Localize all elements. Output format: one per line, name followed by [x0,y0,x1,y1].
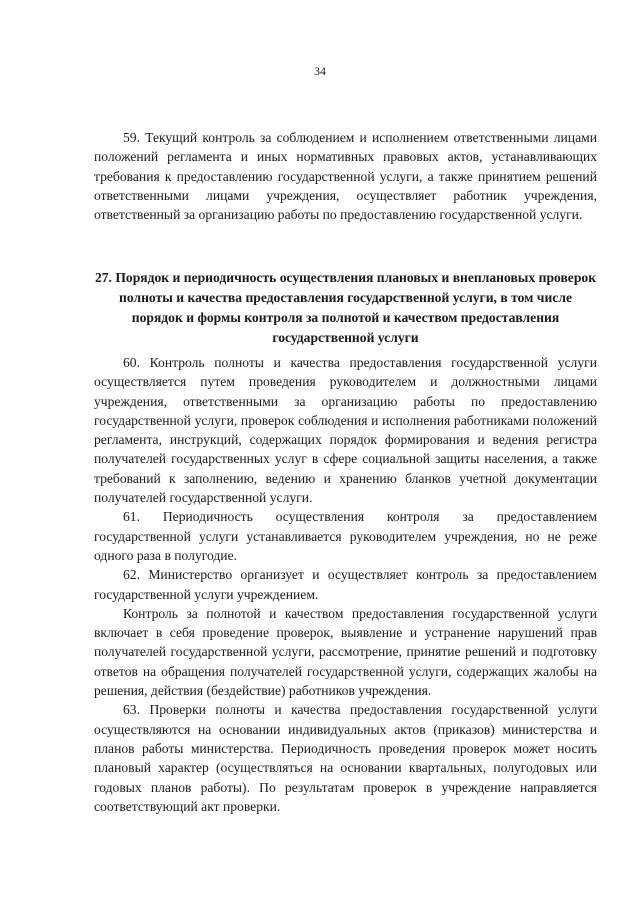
paragraph-63: 63. Проверки полноты и качества предоставления государственной услуги осуществляются на основании индивидуальных актов (приказов) министерства и планов работы министерства. Периодичность проведения проверок может носить плановый характер (осуществляться на основании квартальных, полугодовых или годовых планов работы). По результатам проверок в учреждение направляется соответствующий акт проверки. [94,702,597,814]
page-number: 34 [314,64,326,78]
paragraph-block-top [94,128,597,224]
paragraph-60: 60. Контроль полноты и качества предоставления государственной услуги осуществляется путем проведения руководителем и должностными лицами учреждения, ответственными за организацию работы по предоставлению государственной услуги, проверок соблюдения и исполнения работниками положений регламента, инструкций, содержащих порядок формирования и ведения регистра получателей государственных услуг в сфере социальной защиты населения, а также требований к заполнению, ведению и хранению бланков учетной документации получателей государственной услуги. [94,355,597,506]
paragraph-62: 62. Министерство организует и осуществляет контроль за предоставлением государственной услуги учреждением. [94,567,597,602]
paragraph-59: 59. Текущий контроль за соблюдением и исполнением ответственными лицами положений регламента и иных нормативных правовых актов, устанавливающих требования к предоставлению государственной услуги, а также принятием решений ответственными лицами учреждения, осуществляет работник учреждения, ответственный за организацию работы по предоставлению государственной услуги. [94,130,597,223]
section-heading-27: 27. Порядок и периодичность осуществления плановых и внеплановых проверок полноты и качества предоставления государственной услуги, в том числе порядок и формы контроля за полнотой и качеством предоставления государственной услуги [94,270,597,345]
paragraph-61: 61. Периодичность осуществления контроля за предоставлением государственной услуги устанавливается руководителем учреждения, но не реже одного раза в полугодие. [94,509,597,563]
paragraph-block-main [94,353,597,816]
paragraph-62-control: Контроль за полнотой и качеством предоставления государственной услуги включает в себя проведение проверок, выявление и устранение нарушений прав получателей государственной услуги, рассмотрение, принятие решений и подготовку ответов на обращения получателей государственной услуги, содержащих жалобы на решения, действия (бездействие) работников учреждения. [94,605,597,699]
